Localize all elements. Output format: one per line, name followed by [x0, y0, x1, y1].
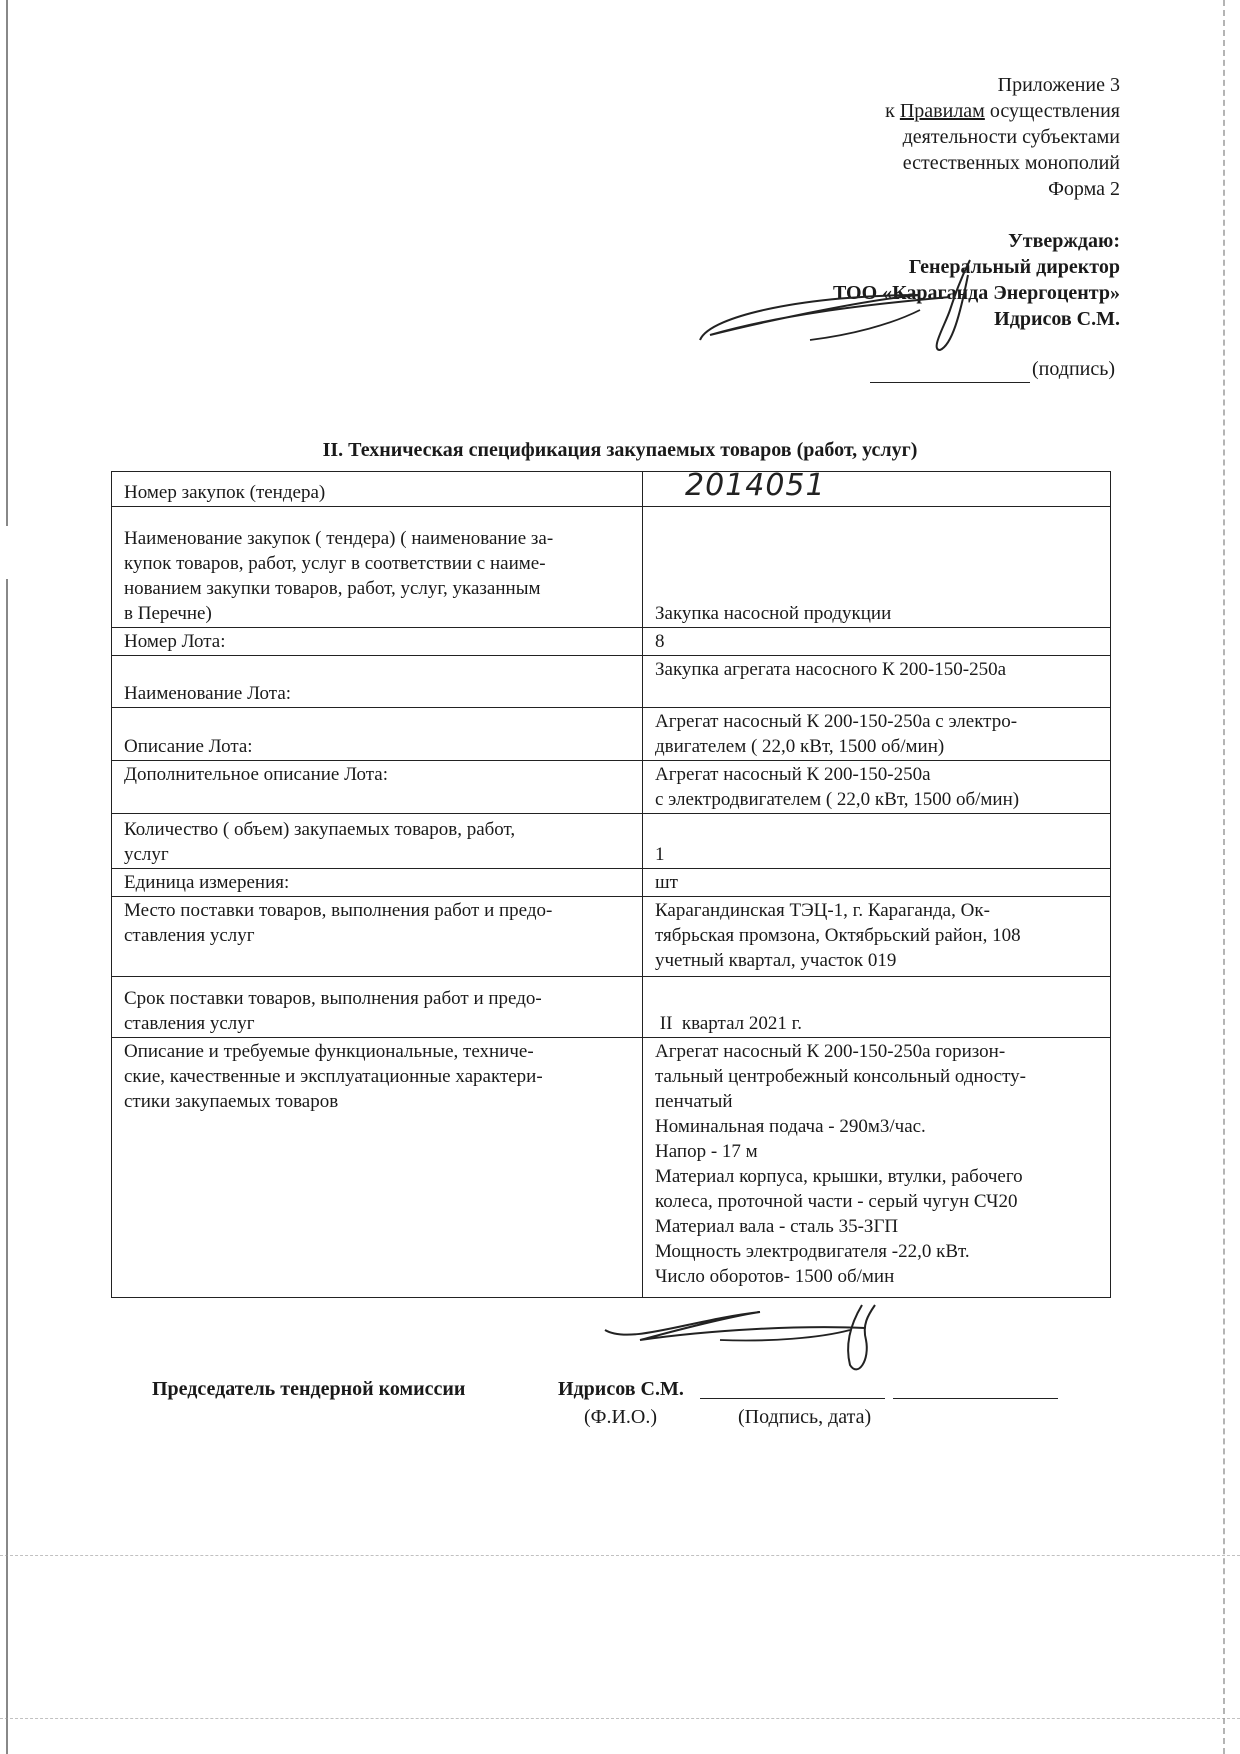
row-label: Номер Лота:: [112, 628, 643, 656]
approver-position: Генеральный директор: [908, 256, 1120, 278]
table-row: [112, 708, 1111, 761]
table-row: [112, 472, 1111, 507]
table-row: [112, 656, 1111, 708]
row-value: II квартал 2021 г.: [643, 977, 1111, 1038]
row-value: шт: [643, 869, 1111, 897]
scan-dash-line: [0, 1718, 1240, 1719]
table-row: [112, 507, 1111, 628]
fio-caption: (Ф.И.О.): [584, 1406, 658, 1428]
row-value: Агрегат насосный К 200-150-250а с электродвигателем ( 22,0 кВт, 1500 об/мин): [643, 761, 1111, 814]
scan-edge-right: [1223, 0, 1226, 1754]
table-row: [112, 1038, 1111, 1298]
approval-heading: Утверждаю:: [1008, 230, 1120, 252]
row-label: Номер закупок (тендера): [112, 472, 643, 507]
approver-company: ТОО «Караганда Энергоцентр»: [832, 282, 1120, 304]
row-value: Закупка агрегата насосного К 200-150-250а: [643, 656, 1111, 708]
row-value: [643, 468, 1111, 507]
row-label: Дополнительное описание Лота:: [112, 761, 643, 814]
row-value: 1: [643, 814, 1111, 869]
appendix-header: Приложение 3 к Правилам осуществления деятельности субъектами естественных монополий Форма 2: [885, 74, 1120, 200]
rules-reference: к Правилам осуществления: [885, 100, 1120, 122]
row-label: Количество ( объем) закупаемых товаров, работ, услуг: [112, 814, 643, 869]
table-row: [112, 814, 1111, 869]
row-value: Агрегат насосный К 200-150-250а горизон- тальный центробежный консольный односту- пенчатый Номинальная подача - 290м3/час. Напор - 17 м Материал корпуса, крышки, втулки, рабочего колеса, проточной части - серый чугун СЧ20 Материал вала - сталь 35-ЗГП Мощность электродвигателя -22,0 кВт. Число оборотов- 1500 об/мин: [643, 1038, 1111, 1298]
chairman-signature: [600, 1300, 900, 1380]
handwritten-tender-number: 2014051: [685, 468, 826, 503]
table-row: [112, 628, 1111, 656]
row-value: 8: [643, 628, 1111, 656]
signature-line: [870, 360, 1030, 383]
row-label: Единица измерения:: [112, 869, 643, 897]
row-value: Карагандинская ТЭЦ-1, г. Караганда, Ок- тябрьская промзона, Октябрьский район, 108 учетный квартал, участок 019: [643, 897, 1111, 977]
table-row: [112, 869, 1111, 897]
table-row: [112, 977, 1111, 1038]
signature-line: [700, 1398, 885, 1399]
approver-name: Идрисов С.М.: [994, 308, 1120, 330]
date-line: [893, 1398, 1058, 1399]
chairman-name: Идрисов С.М.: [558, 1378, 684, 1400]
sign-date-caption: (Подпись, дата): [738, 1406, 872, 1428]
row-label: Срок поставки товаров, выполнения работ и предо- ставления услуг: [112, 977, 643, 1038]
section-title: II. Техническая спецификация закупаемых товаров (работ, услуг): [322, 439, 918, 461]
signature-caption: (подпись): [1032, 358, 1116, 380]
chairman-label: Председатель тендерной комиссии: [152, 1378, 466, 1400]
table-row: [112, 897, 1111, 977]
form-number: Форма 2: [1048, 178, 1120, 200]
row-value: Закупка насосной продукции: [643, 507, 1111, 628]
row-value: Агрегат насосный К 200-150-250а с электро- двигателем ( 22,0 кВт, 1500 об/мин): [643, 708, 1111, 761]
director-signature: [690, 255, 990, 355]
row-label: Наименование Лота:: [112, 656, 643, 708]
specification-table: [111, 468, 1111, 1298]
row-label: Место поставки товаров, выполнения работ и предо- ставления услуг: [112, 897, 643, 977]
scan-edge-left: [6, 0, 8, 1754]
row-label: Описание и требуемые функциональные, техниче- ские, качественные и эксплуатационные характери- стики закупаемых товаров: [112, 1038, 643, 1298]
row-label: Описание Лота:: [112, 708, 643, 761]
row-label: Наименование закупок ( тендера) ( наименование за- купок товаров, работ, услуг в соответствии с наиме- нованием закупки товаров, работ, услуг, указанным в Перечне): [112, 507, 643, 628]
table-row: [112, 761, 1111, 814]
scan-dash-line: [0, 1555, 1240, 1556]
appendix-number: Приложение 3: [997, 74, 1120, 96]
rules-link[interactable]: Правилам: [899, 100, 985, 122]
